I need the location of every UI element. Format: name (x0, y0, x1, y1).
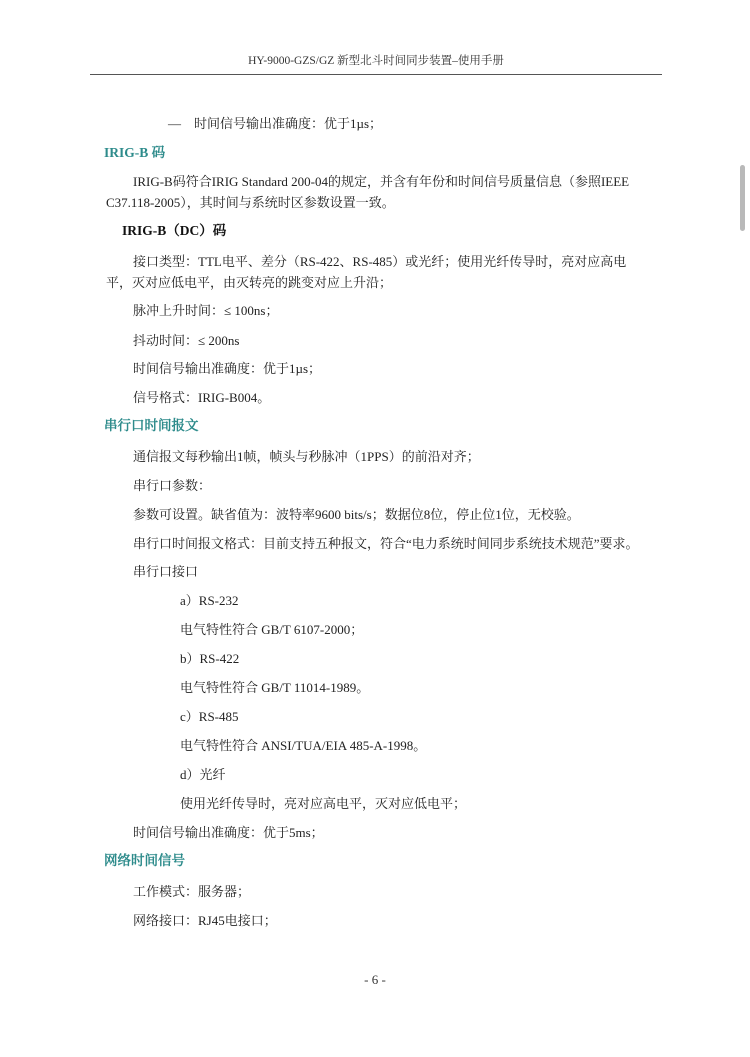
list-item: b）RS-422 (180, 651, 240, 666)
paragraph-line: 通信报文每秒输出1帧，帧头与秒脉冲（1PPS）的前沿对齐； (133, 449, 480, 464)
list-item: d）光纤 (180, 767, 226, 782)
paragraph-line: 串行口时间报文格式：目前支持五种报文，符合“电力系统时间同步系统技术规范”要求。 (133, 536, 639, 551)
subsection-heading-irigb-dc: IRIG-B（DC）码 (122, 223, 227, 238)
vertical-scrollbar[interactable] (736, 0, 750, 1057)
list-item-detail: 使用光纤传导时，亮对应高电平，灭对应低电平； (180, 796, 467, 811)
list-item-detail: 电气特性符合 ANSI/TUA/EIA 485-A-1998。 (180, 738, 427, 753)
section-heading-irigb: IRIG-B 码 (104, 145, 166, 160)
header-rule (90, 74, 662, 75)
paragraph-line: — 时间信号输出准确度：优于1µs； (168, 116, 383, 131)
list-item: c）RS-485 (180, 709, 239, 724)
section-heading-network: 网络时间信号 (104, 853, 185, 868)
scrollbar-thumb[interactable] (740, 165, 745, 231)
paragraph-line: 工作模式：服务器； (133, 884, 251, 899)
paragraph-line: 时间信号输出准确度：优于1µs； (133, 361, 322, 376)
paragraph-line: 网络接口：RJ45电接口； (133, 913, 277, 928)
section-heading-serial: 串行口时间报文 (104, 418, 199, 433)
list-item-detail: 电气特性符合 GB/T 6107-2000； (180, 622, 364, 637)
list-item: a）RS-232 (180, 593, 239, 608)
paragraph-line: IRIG-B码符合IRIG Standard 200-04的规定，并含有年份和时间信号质量信息（参照IEEE (133, 174, 630, 189)
page-number: - 6 - (364, 972, 386, 987)
paragraph-line: 时间信号输出准确度：优于5ms； (133, 825, 324, 840)
paragraph-line: 串行口参数： (133, 478, 212, 493)
paragraph-line: C37.118-2005），其时间与系统时区参数设置一致。 (106, 195, 395, 210)
paragraph-line: 信号格式：IRIG-B004。 (133, 390, 271, 405)
paragraph-line: 参数可设置。缺省值为：波特率9600 bits/s；数据位8位，停止位1位，无校验。 (133, 507, 580, 522)
paragraph-line: 接口类型：TTL电平、差分（RS-422、RS-485）或光纤；使用光纤传导时，亮对应高电 (133, 254, 627, 269)
page-header: HY-9000-GZS/GZ 新型北斗时间同步装置–使用手册 (248, 55, 504, 67)
paragraph-line: 抖动时间：≤ 200ns (133, 333, 240, 348)
paragraph-line: 脉冲上升时间：≤ 100ns； (133, 303, 279, 318)
paragraph-line: 平，灭对应低电平，由灭转亮的跳变对应上升沿； (106, 275, 393, 290)
paragraph-line: 串行口接口 (133, 564, 199, 579)
list-item-detail: 电气特性符合 GB/T 11014-1989。 (180, 680, 370, 695)
